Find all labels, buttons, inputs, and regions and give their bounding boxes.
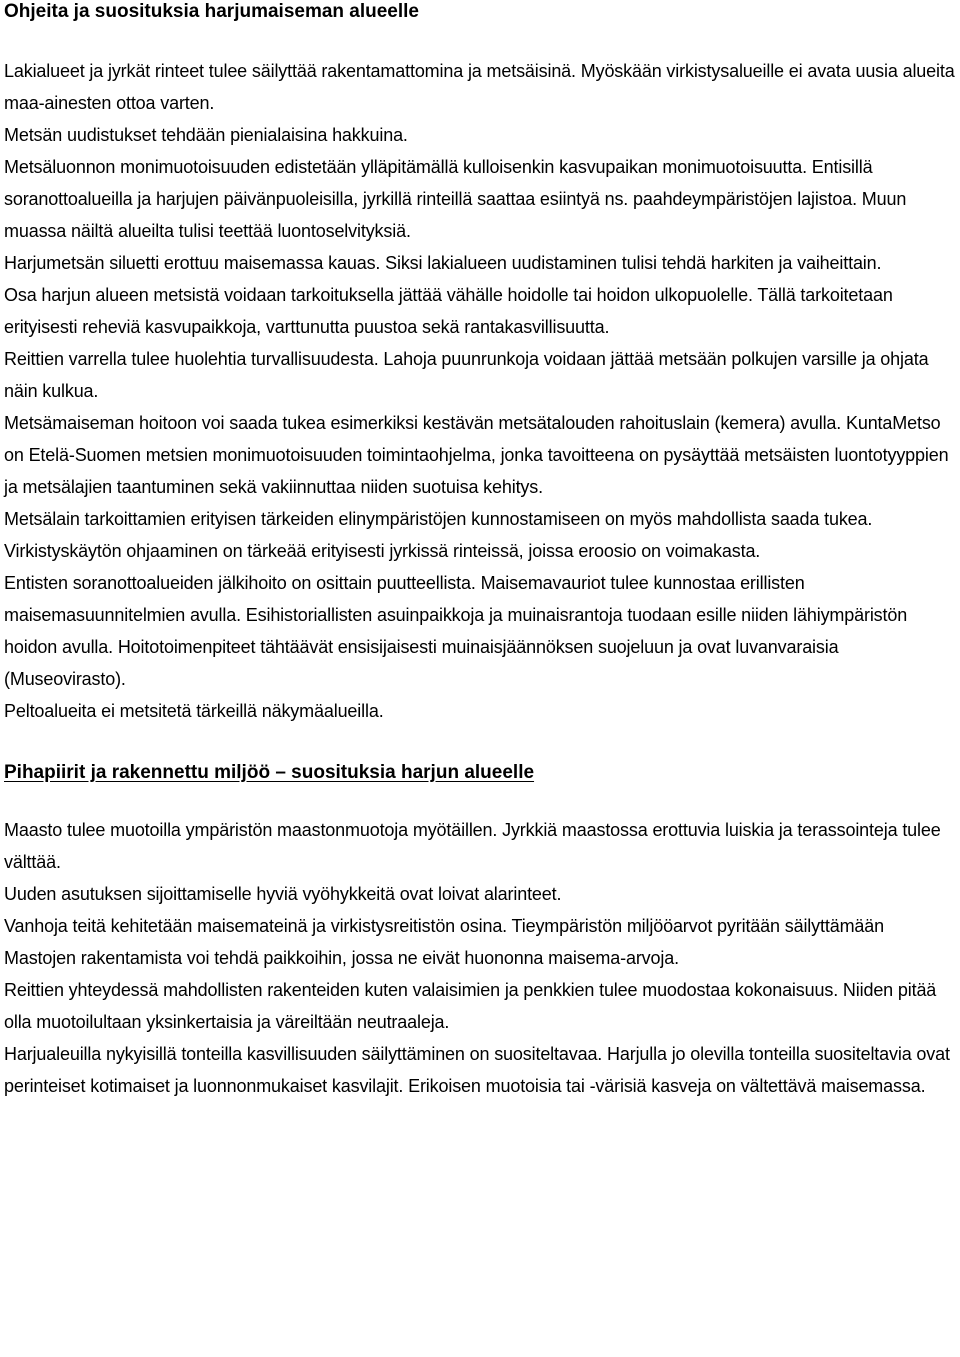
paragraph: Uuden asutuksen sijoittamiselle hyviä vyöhykkeitä ovat loivat alarinteet.: [4, 884, 562, 904]
paragraph: Reittien yhteydessä mahdollisten rakenteiden kuten valaisimien ja penkkien tulee muodostaa kokonaisuus. Niiden pitää olla muotoilultaan yksinkertaisia ja väreiltään neutraaleja.: [4, 980, 937, 1032]
section-title: Pihapiirit ja rakennettu miljöö – suosituksia harjun alueelle: [4, 762, 535, 783]
paragraph: Osa harjun alueen metsistä voidaan tarkoituksella jättää vähälle hoidolle tai hoidon ulkopuolelle. Tällä tarkoitetaan erityisesti reheviä kasvupaikkoja, varttunutta puustoa sekä rantakasvillisuutta.: [4, 285, 893, 337]
document-page: [4, 0, 956, 1102]
paragraph: Peltoalueita ei metsitetä tärkeillä näkymäalueilla.: [4, 701, 384, 721]
paragraph: Reittien varrella tulee huolehtia turvallisuudesta. Lahoja puunrunkoja voidaan jättää metsään polkujen varsille ja ohjata näin kulkua.: [4, 349, 929, 401]
paragraph: Metsäluonnon monimuotoisuuden edistetään ylläpitämällä kulloisenkin kasvupaikan monimuotoisuutta. Entisillä soranottoalueilla ja harjujen päivänpuoleisilla, jyrkillä rinteillä saattaa esiintyä ns. paahdeympäristöjen lajistoa. Muun muassa näiltä alueilta tulisi teettää luontoselvityksiä.: [4, 157, 907, 241]
paragraph: Mastojen rakentamista voi tehdä paikkoihin, jossa ne eivät huononna maisema-arvoja.: [4, 948, 679, 968]
paragraph: Entisten soranottoalueiden jälkihoito on osittain puutteellista. Maisemavauriot tulee kunnostaa erillisten maisemasuunnitelmien avulla. Esihistoriallisten asuinpaikkoja ja muinaisrantoja tuodaan esille niiden lähiympäristön hoidon avulla. Hoitotoimenpiteet tähtäävät ensisijaisesti muinaisjäännöksen suojeluun ja ovat luvanvaraisia (Museovirasto).: [4, 573, 908, 689]
paragraph: Harjualeuilla nykyisillä tonteilla kasvillisuuden säilyttäminen on suositeltavaa. Harjulla jo olevilla tonteilla suositeltavia ovat perinteiset kotimaiset ja luonnonmukaiset kasvilajit. Erikoisen muotoisia tai -värisiä kasveja on vältettävä maisemassa.: [4, 1044, 950, 1096]
paragraph: Vanhoja teitä kehitetään maisemateinä ja virkistysreitistön osina. Tieympäristön miljööarvot pyritään säilyttämään: [4, 916, 884, 936]
paragraph: Metsän uudistukset tehdään pienialaisina hakkuina.: [4, 125, 408, 145]
paragraph: Virkistyskäytön ohjaaminen on tärkeää erityisesti jyrkissä rinteissä, joissa eroosio on voimakasta.: [4, 541, 761, 561]
paragraph: Maasto tulee muotoilla ympäristön maastonmuotoja myötäillen. Jyrkkiä maastossa erottuvia luiskia ja terassointeja tulee välttää.: [4, 820, 941, 872]
spacer: [4, 24, 956, 55]
section-title: Ohjeita ja suosituksia harjumaiseman alueelle: [4, 1, 420, 22]
paragraph: Metsälain tarkoittamien erityisen tärkeiden elinympäristöjen kunnostamiseen on myös mahdollista saada tukea.: [4, 509, 873, 529]
paragraph: Harjumetsän siluetti erottuu maisemassa kauas. Siksi lakialueen uudistaminen tulisi tehdä harkiten ja vaiheittain.: [4, 253, 882, 273]
spacer: [4, 785, 956, 814]
paragraph: Metsämaiseman hoitoon voi saada tukea esimerkiksi kestävän metsätalouden rahoituslain (kemera) avulla. KuntaMetso on Etelä-Suomen metsien monimuotoisuuden toimintaohjelma, jonka tavoitteena on pysäyttää metsäisten luontotyyppien ja metsälajien taantuminen sekä vakiinnuttaa niiden suotuisa kehitys.: [4, 413, 949, 497]
paragraph: Lakialueet ja jyrkät rinteet tulee säilyttää rakentamattomina ja metsäisinä. Myöskään virkistysalueille ei avata uusia alueita maa-ainesten ottoa varten.: [4, 61, 955, 113]
